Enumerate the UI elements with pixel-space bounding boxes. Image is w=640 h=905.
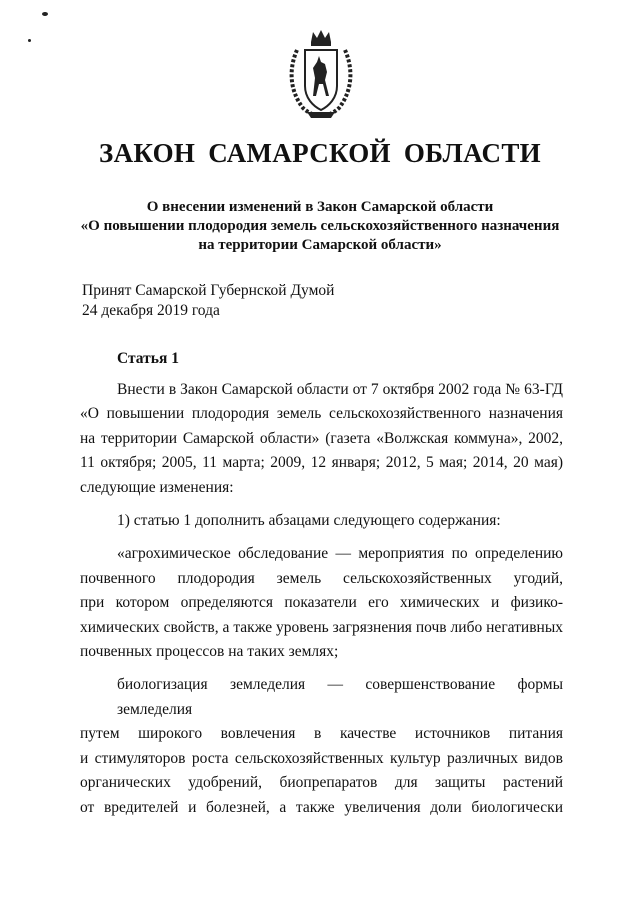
- text-line: Внести в Закон Самарской области от 7 октября 2002 года № 63-ГД: [117, 381, 563, 398]
- text-line: «агрохимическое обследование — мероприятия по определению: [117, 545, 563, 563]
- adoption-date: 24 декабря 2019 года: [82, 302, 220, 319]
- adoption-note: [82, 281, 482, 321]
- text-line: «О повышении плодородия земель сельскохозяйственного назначения: [80, 405, 563, 423]
- text-line: почвенного плодородия земель сельскохозяйственных угодий,: [80, 569, 563, 587]
- coat-of-arms-icon: [283, 28, 359, 120]
- article-body: [80, 378, 563, 829]
- text-line: 1) статью 1 дополнить абзацами следующего содержания:: [117, 512, 501, 530]
- article-heading: Статья 1: [117, 350, 179, 367]
- text-line: биологизация земледелия — совершенствование формы земледелия: [117, 676, 563, 718]
- text-line: и стимуляторов роста сельскохозяйственных культур различных видов: [80, 749, 563, 767]
- text-line: от вредителей и болезней, а также увеличения доли биологически: [80, 798, 563, 816]
- subtitle-line: «О повышении плодородия земель сельскохозяйственного назначения: [80, 218, 560, 234]
- subtitle-line: О внесении изменений в Закон Самарской области: [146, 199, 494, 215]
- text-line: органических удобрений, биопрепаратов для защиты растений: [80, 774, 563, 792]
- text-line: путем широкого вовлечения в качестве источников питания: [80, 725, 563, 743]
- text-line: при котором определяются показатели его химических и физико-: [80, 594, 563, 612]
- adoption-body: Принят Самарской Губернской Думой: [82, 282, 335, 299]
- paragraph: [80, 509, 563, 533]
- paragraph: [80, 542, 563, 664]
- text-line: почвенных процессов на таких землях;: [80, 643, 339, 661]
- text-line: 11 октября; 2005, 11 марта; 2009, 12 января; 2012, 5 мая; 2014, 20 мая): [80, 454, 563, 472]
- law-subtitle: [70, 198, 570, 255]
- law-title: ЗАКОН САМАРСКОЙ ОБЛАСТИ: [99, 138, 541, 168]
- text-line: на территории Самарской области» (газета «Волжская коммуна», 2002,: [80, 429, 563, 447]
- paragraph: [80, 673, 563, 819]
- scan-speck: [42, 12, 48, 16]
- subtitle-line: на территории Самарской области»: [198, 237, 442, 253]
- paragraph: [80, 378, 563, 500]
- scan-speck: [28, 39, 31, 42]
- text-line: следующие изменения:: [80, 478, 234, 496]
- text-line: химических свойств, а также уровень загрязнения почв либо негативных: [80, 618, 563, 636]
